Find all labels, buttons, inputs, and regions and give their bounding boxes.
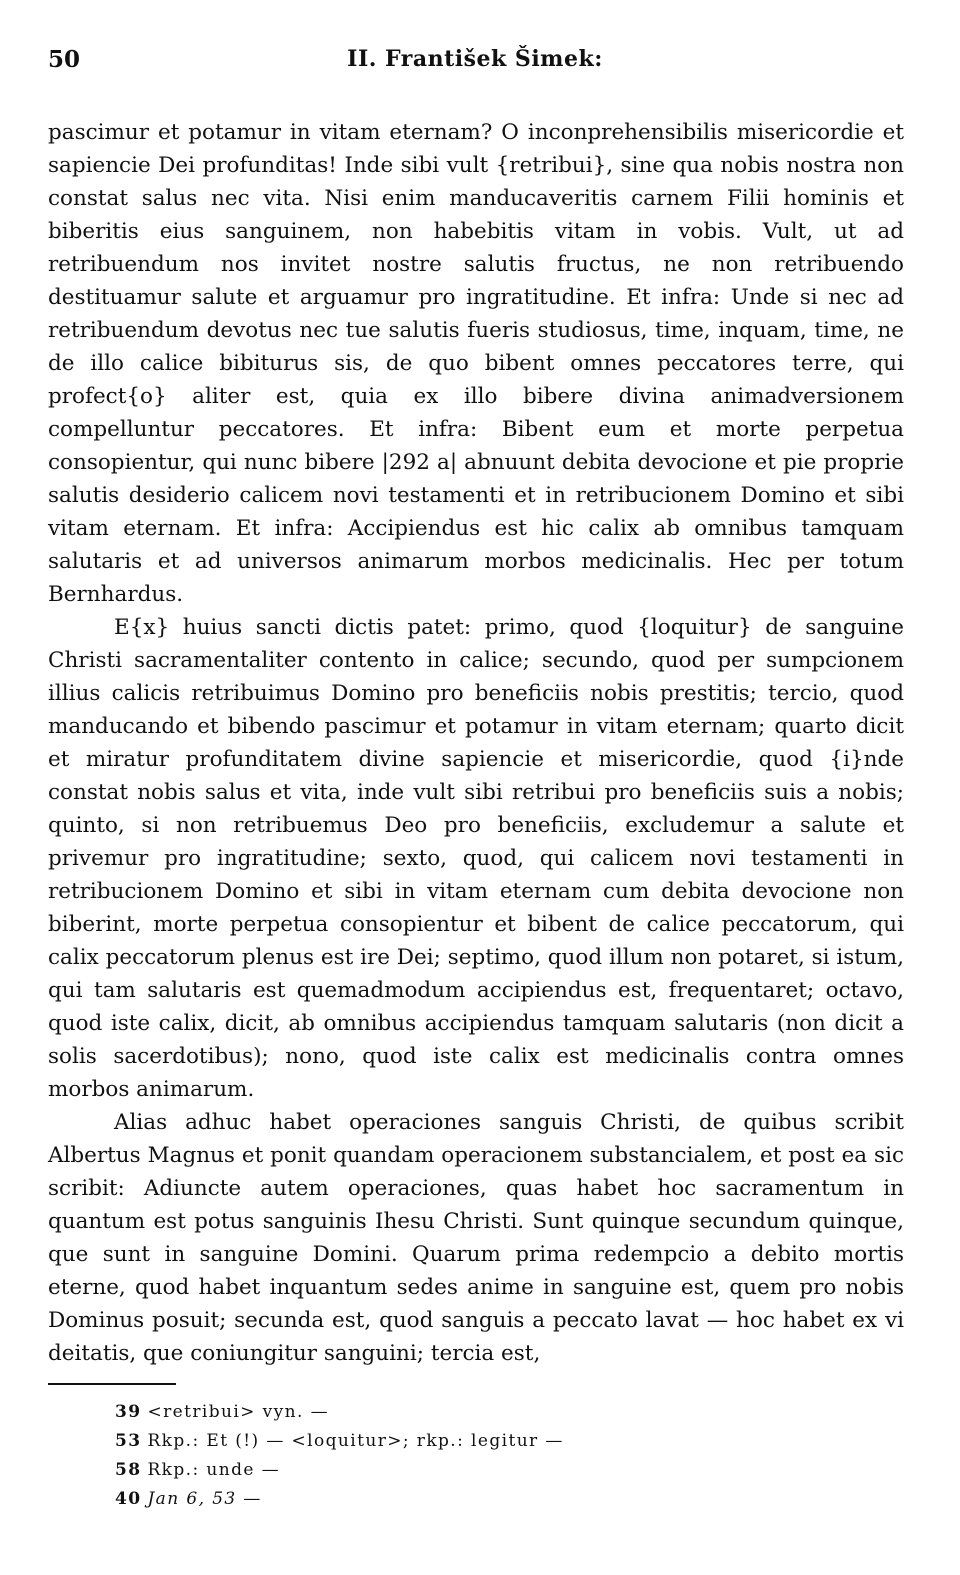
body-text (48, 116, 904, 1370)
running-head: II. František Šimek: (347, 46, 603, 72)
footnote (115, 1427, 564, 1456)
page-number: 50 (48, 46, 81, 73)
paragraph: E{x} huius sancti dictis patet: primo, quod {loquitur} de sanguine Christi sacramentaliter contento in calice; secundo, quod per sumpcionem illius calicis retribuimus Domino pro beneficiis nobis prestitis; tercio, quod manducando et bibendo pascimur et potamur in vitam eternam; quarto dicit et miratur profunditatem divine sapiencie et misericordie, quod {i}nde constat nobis salus et vita, inde vult sibi retribui pro beneficiis suis a nobis; quinto, si non retribuemus Deo pro beneficiis, excludemur a salute et privemur pro ingratitudine; sexto, quod, qui calicem novi testamenti in retribucionem Domino et sibi in vitam eternam cum debita devocione non biberint, morte perpetua consopientur et bibent de calice peccatorum, qui calix peccatorum plenus est ire Dei; septimo, quod illum non potaret, si istum, qui tam salutaris est quemadmodum accipiendus est, frequentaret; octavo, quod iste calix, dicit, ab omnibus accipiendus tamquam salutaris (non dicit a solis sacerdotibus); nono, quod iste calix est medicinalis contra omnes morbos animarum. (48, 615, 904, 1102)
footnote-number: 53 (115, 1431, 142, 1451)
footnote-divider (48, 1383, 176, 1385)
footnote-text: <retribui> vyn. — (147, 1402, 329, 1422)
footnote-text: Rkp.: Et (!) — <loquitur>; rkp.: legitur — (147, 1431, 564, 1451)
footnotes (115, 1398, 564, 1514)
page-header (48, 46, 902, 80)
paragraph: Alias adhuc habet operaciones sanguis Christi, de quibus scribit Albertus Magnus et ponit quandam operacionem substancialem, et post ea sic scribit: Adiuncte autem operaciones, quas habet hoc sacramentum in quantum est potus sanguinis Ihesu Christi. Sunt quinque secundum quinque, que sunt in sanguine Domini. Quarum prima redempcio a debito mortis eterne, quod habet inquantum sedes anime in sanguine est, quem pro nobis Dominus posuit; secunda est, quod sanguis a peccato lavat — hoc habet ex vi deitatis, que coniungitur sanguini; tercia est, (48, 1110, 904, 1366)
paragraph: pascimur et potamur in vitam eternam? O inconprehensibilis misericordie et sapiencie Dei profunditas! Inde sibi vult {retribui}, sine qua nobis nostra non constat salus nec vita. Nisi enim manducaveritis carnem Filii hominis et biberitis eius sanguinem, non habebitis vitam in vobis. Vult, ut ad retribuendum nos invitet nostre salutis fructus, ne non retribuendo destituamur salute et arguamur pro ingratitudine. Et infra: Unde si nec ad retribuendum devotus nec tue salutis fueris studiosus, time, inquam, time, ne de illo calice bibiturus sis, de quo bibent omnes peccatores terre, qui profect{o} aliter est, quia ex illo bibere divina animadversionem compelluntur peccatores. Et infra: Bibent eum et morte perpetua consopientur, qui nunc bibere |292 a| abnuunt debita devocione et pie proprie salutis desiderio calicem novi testamenti et in retribucionem Domino et sibi vitam eternam. Et infra: Accipiendus est hic calix ab omnibus tamquam salutaris et ad universos animarum morbos medicinalis. Hec per totum Bernhardus. (48, 120, 904, 607)
footnote-text: Jan 6, 53 — (147, 1489, 262, 1509)
footnote-number: 58 (115, 1460, 142, 1480)
footnote (115, 1456, 564, 1485)
footnote-number: 40 (115, 1489, 142, 1509)
footnote-number: 39 (115, 1402, 142, 1422)
footnote (115, 1398, 564, 1427)
footnote (115, 1485, 564, 1514)
footnote-text: Rkp.: unde — (147, 1460, 281, 1480)
